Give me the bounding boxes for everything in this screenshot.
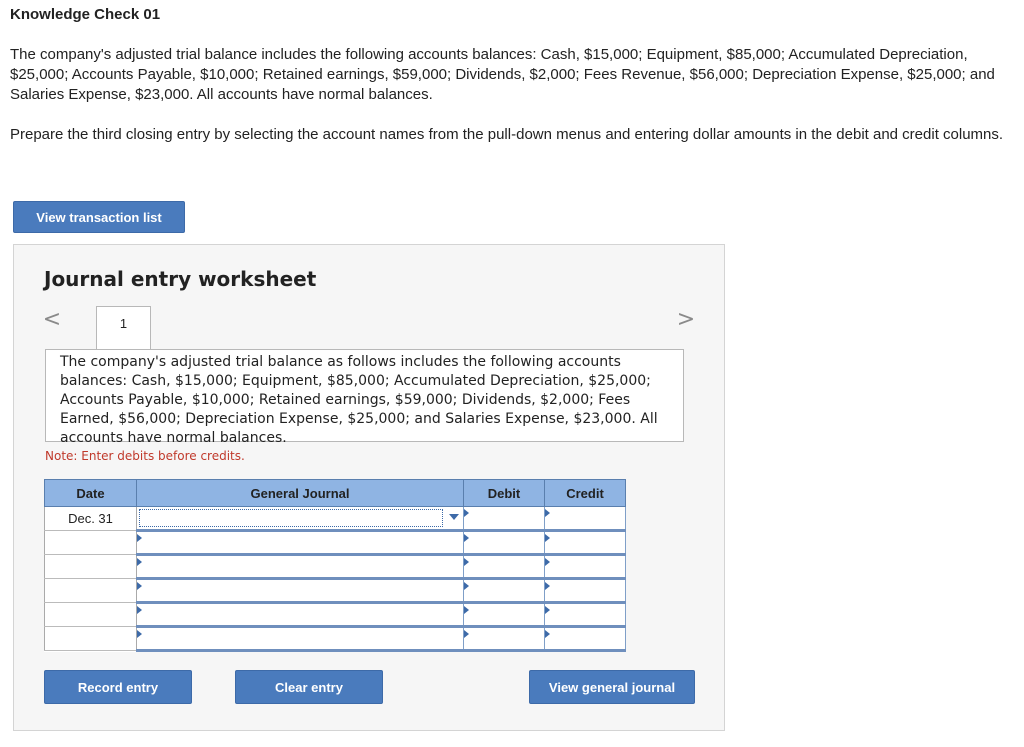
account-cell[interactable] — [137, 507, 464, 531]
account-select[interactable] — [139, 509, 443, 527]
date-cell — [45, 603, 137, 627]
journal-entry-worksheet — [13, 244, 725, 731]
date-cell — [45, 531, 137, 555]
credit-cell[interactable] — [545, 603, 626, 627]
column-header-credit: Credit — [545, 480, 626, 507]
account-cell[interactable] — [137, 531, 464, 555]
account-cell[interactable] — [137, 627, 464, 651]
journal-row — [45, 627, 626, 651]
debit-cell[interactable] — [464, 531, 545, 555]
account-input[interactable] — [137, 556, 463, 577]
view-general-journal-button[interactable]: View general journal — [529, 670, 695, 704]
credit-cell[interactable] — [545, 531, 626, 555]
date-cell — [45, 627, 137, 651]
date-cell — [45, 579, 137, 603]
journal-row — [45, 579, 626, 603]
credit-input[interactable] — [545, 628, 625, 649]
debit-cell[interactable] — [464, 603, 545, 627]
debit-input[interactable] — [464, 628, 544, 649]
credit-input[interactable] — [545, 604, 625, 625]
credit-input[interactable] — [545, 532, 625, 553]
debit-input[interactable] — [464, 532, 544, 553]
debit-cell[interactable] — [464, 579, 545, 603]
page-title: Knowledge Check 01 — [10, 6, 161, 23]
view-transaction-list-button[interactable]: View transaction list — [13, 201, 185, 233]
account-cell[interactable] — [137, 603, 464, 627]
credit-cell[interactable] — [545, 627, 626, 651]
journal-row — [45, 603, 626, 627]
account-cell[interactable] — [137, 579, 464, 603]
credit-input[interactable] — [545, 507, 625, 529]
account-input[interactable] — [137, 604, 463, 625]
debit-cell[interactable] — [464, 627, 545, 651]
column-header-general-journal: General Journal — [137, 480, 464, 507]
question-instructions: Prepare the third closing entry by selecting the account names from the pull-down menus and entering dollar amounts in the debit and credit columns. — [10, 126, 1004, 143]
column-header-debit: Debit — [464, 480, 545, 507]
question-intro: The company's adjusted trial balance includes the following accounts balances: Cash, $15,000; Equipment, $85,000; Accumulated Depreciation, $25,000; Accounts Payable, $10,000; Retained earnings, $59,000; Dividends, $2,000; Fees Revenue, $56,000; Depreciation Expense, $25,000; and Salaries Expense, $23,000. All accounts have normal balances. — [10, 46, 995, 103]
entry-tab-1[interactable]: 1 — [96, 306, 151, 350]
column-header-date: Date — [45, 480, 137, 507]
record-entry-button[interactable]: Record entry — [44, 670, 192, 704]
journal-row — [45, 555, 626, 579]
credit-input[interactable] — [545, 580, 625, 601]
clear-entry-button[interactable]: Clear entry — [235, 670, 383, 704]
credit-input[interactable] — [545, 556, 625, 577]
debit-input[interactable] — [464, 507, 544, 529]
general-journal-table — [44, 479, 626, 652]
journal-row — [45, 531, 626, 555]
entry-description: The company's adjusted trial balance as follows includes the following accounts balances: Cash, $15,000; Equipment, $85,000; Accumulated Depreciation, $25,000; Accounts Payable, $10,000; Retained earnings, $59,000; Dividends, $2,000; Fees Earned, $56,000; Depreciation Expense, $25,000; and Salaries Expense, $23,000. All accounts have normal balances. — [45, 349, 684, 442]
account-cell[interactable] — [137, 555, 464, 579]
debit-input[interactable] — [464, 604, 544, 625]
debit-cell[interactable] — [464, 507, 545, 531]
account-input[interactable] — [137, 532, 463, 553]
debit-input[interactable] — [464, 556, 544, 577]
credit-cell[interactable] — [545, 555, 626, 579]
chevron-down-icon[interactable] — [449, 514, 459, 520]
credit-cell[interactable] — [545, 579, 626, 603]
journal-row — [45, 507, 626, 531]
date-cell — [45, 555, 137, 579]
debit-input[interactable] — [464, 580, 544, 601]
chevron-left-icon[interactable]: < — [42, 307, 62, 332]
account-input[interactable] — [137, 628, 463, 649]
account-input[interactable] — [137, 580, 463, 601]
debit-cell[interactable] — [464, 555, 545, 579]
worksheet-title: Journal entry worksheet — [44, 267, 317, 291]
credit-cell[interactable] — [545, 507, 626, 531]
entry-note: Note: Enter debits before credits. — [45, 449, 245, 463]
chevron-right-icon[interactable]: > — [676, 307, 696, 332]
date-cell: Dec. 31 — [45, 507, 137, 531]
